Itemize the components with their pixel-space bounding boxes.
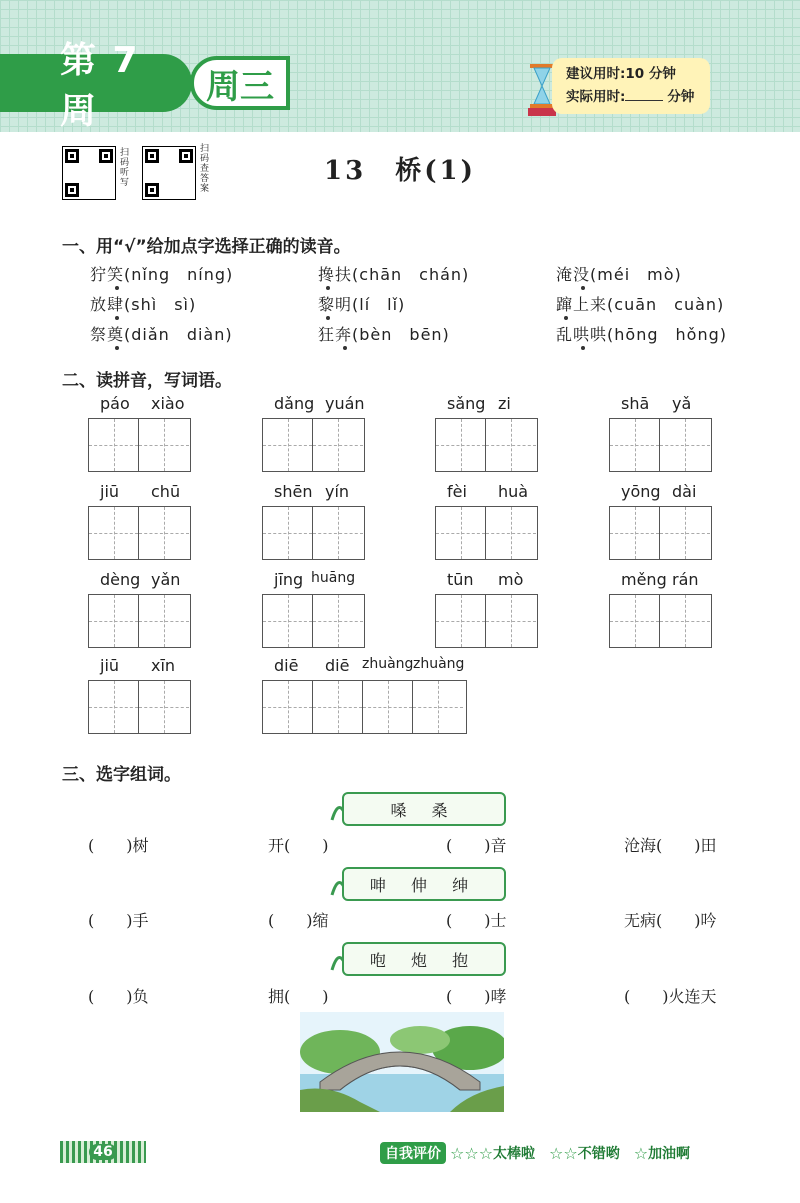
writing-grid[interactable] bbox=[262, 506, 365, 560]
week-label: 第 7 周 bbox=[0, 54, 192, 112]
fill-blank[interactable]: 无病( )吟 bbox=[624, 911, 717, 930]
star-icon[interactable]: ☆ bbox=[633, 1143, 649, 1163]
writing-grid[interactable] bbox=[88, 594, 191, 648]
dotted-char: 哄 bbox=[573, 325, 591, 344]
char-box[interactable] bbox=[313, 681, 363, 733]
pinyin-syllable: tūn bbox=[447, 570, 474, 589]
reading-item[interactable]: 狂奔(bèn bēn) bbox=[318, 325, 450, 344]
char-banner bbox=[330, 792, 506, 826]
writing-grid[interactable] bbox=[262, 418, 365, 472]
char-box[interactable] bbox=[436, 595, 486, 647]
char-box[interactable] bbox=[436, 419, 486, 471]
char-box[interactable] bbox=[139, 681, 189, 733]
pinyin-options: (méi mò) bbox=[590, 265, 682, 284]
dotted-char: 笑 bbox=[107, 265, 125, 284]
char-box[interactable] bbox=[486, 507, 536, 559]
char-options: 咆 炮 抱 bbox=[342, 942, 506, 976]
char-options: 嗓 桑 bbox=[342, 792, 506, 826]
dotted-char: 奔 bbox=[335, 325, 353, 344]
writing-grid[interactable] bbox=[262, 680, 467, 734]
section3-heading: 三、选字组词。 bbox=[62, 765, 181, 785]
char-box[interactable] bbox=[313, 507, 363, 559]
self-evaluation bbox=[380, 1141, 704, 1165]
reading-item[interactable]: 乱哄哄(hōng hǒng) bbox=[556, 325, 727, 344]
qr-label-answers: 扫码查答案 bbox=[200, 144, 210, 194]
pinyin-syllable: rán bbox=[672, 570, 699, 589]
writing-grid[interactable] bbox=[435, 418, 538, 472]
pinyin-options: (shì sì) bbox=[124, 295, 197, 314]
dotted-char: 肆 bbox=[107, 295, 125, 314]
pinyin-syllable: yuán bbox=[325, 394, 365, 413]
fill-blank[interactable]: ( )负 bbox=[88, 987, 149, 1006]
pinyin-syllable: chū bbox=[151, 482, 181, 501]
char-box[interactable] bbox=[660, 595, 710, 647]
char-box[interactable] bbox=[89, 507, 139, 559]
pinyin-options: (cuān cuàn) bbox=[607, 295, 725, 314]
writing-grid[interactable] bbox=[609, 418, 712, 472]
fill-blank[interactable]: ( )手 bbox=[88, 911, 149, 930]
page-title: 13 桥(1) bbox=[324, 156, 476, 186]
reading-item[interactable]: 祭奠(diǎn diàn) bbox=[90, 325, 233, 344]
section2-heading: 二、读拼音，写词语。 bbox=[62, 371, 232, 391]
reading-item[interactable]: 搀扶(chān chán) bbox=[318, 265, 470, 284]
char-box[interactable] bbox=[660, 419, 710, 471]
pinyin-syllable: shēn bbox=[274, 482, 313, 501]
time-box bbox=[552, 58, 710, 114]
pinyin-syllable: dǎng bbox=[274, 394, 315, 413]
char-box[interactable] bbox=[139, 419, 189, 471]
char-box[interactable] bbox=[139, 595, 189, 647]
day-label: 周三 bbox=[190, 56, 290, 110]
pinyin-syllable: diē bbox=[274, 656, 299, 675]
bridge-illustration bbox=[300, 1012, 504, 1112]
pinyin-syllable: mò bbox=[498, 570, 524, 589]
char-box[interactable] bbox=[139, 507, 189, 559]
actual-time: 实际用时: 分钟 bbox=[566, 89, 695, 105]
char-box[interactable] bbox=[610, 595, 660, 647]
pinyin-syllable: yín bbox=[325, 482, 350, 501]
fill-blank[interactable]: 拥( ) bbox=[268, 987, 329, 1006]
pinyin-syllable: diē bbox=[325, 656, 350, 675]
pinyin-syllable: fèi bbox=[447, 482, 467, 501]
char-box[interactable] bbox=[89, 595, 139, 647]
writing-grid[interactable] bbox=[609, 506, 712, 560]
fill-blank[interactable]: ( )音 bbox=[446, 836, 507, 855]
char-box[interactable] bbox=[89, 419, 139, 471]
star-icon[interactable]: ☆☆ bbox=[549, 1143, 578, 1163]
pinyin-syllable: huà bbox=[498, 482, 529, 501]
pinyin-syllable: měng bbox=[621, 570, 667, 589]
pinyin-syllable: sǎng bbox=[447, 394, 486, 413]
rating-excellent: 太棒啦 bbox=[493, 1146, 536, 1162]
fill-blank[interactable]: ( )哮 bbox=[446, 987, 507, 1006]
writing-grid[interactable] bbox=[88, 506, 191, 560]
page-number: 46 bbox=[60, 1141, 146, 1163]
char-box[interactable] bbox=[660, 507, 710, 559]
dotted-char: 奠 bbox=[107, 325, 125, 344]
pinyin-syllable: jiū bbox=[100, 656, 120, 675]
char-box[interactable] bbox=[313, 595, 363, 647]
char-box[interactable] bbox=[486, 419, 536, 471]
pinyin-syllable: zi bbox=[498, 394, 511, 413]
writing-grid[interactable] bbox=[88, 680, 191, 734]
pinyin-syllable: jīng bbox=[274, 570, 304, 589]
char-box[interactable] bbox=[313, 419, 363, 471]
section1-heading: 一、用“√”给加点字选择正确的读音。 bbox=[62, 237, 351, 257]
dotted-char: 搀 bbox=[318, 265, 336, 284]
pinyin-options: (bèn bēn) bbox=[352, 325, 450, 344]
writing-grid[interactable] bbox=[435, 594, 538, 648]
pinyin-options: (nǐng níng) bbox=[124, 265, 234, 284]
char-box[interactable] bbox=[610, 507, 660, 559]
pinyin-syllable: huāng bbox=[311, 570, 356, 586]
pinyin-syllable: zhuàng bbox=[362, 656, 414, 672]
pinyin-syllable: xīn bbox=[151, 656, 176, 675]
char-box[interactable] bbox=[610, 419, 660, 471]
pinyin-options: (hōng hǒng) bbox=[607, 325, 727, 344]
pinyin-syllable: dài bbox=[672, 482, 697, 501]
pinyin-options: (lí lǐ) bbox=[352, 295, 406, 314]
char-box[interactable] bbox=[89, 681, 139, 733]
rating-good: 不错哟 bbox=[577, 1146, 620, 1162]
char-options: 呻 伸 绅 bbox=[342, 867, 506, 901]
char-box[interactable] bbox=[263, 507, 313, 559]
fill-blank[interactable]: ( )士 bbox=[446, 911, 507, 930]
fill-blank[interactable]: 沧海( )田 bbox=[624, 836, 717, 855]
reading-item[interactable]: 放肆(shì sì) bbox=[90, 295, 197, 314]
star-icon[interactable]: ☆☆☆ bbox=[450, 1143, 494, 1163]
suggested-time: 建议用时:10 分钟 bbox=[566, 66, 676, 82]
rating-keep-going: 加油啊 bbox=[648, 1146, 691, 1162]
pinyin-syllable: shā bbox=[621, 394, 650, 413]
reading-item[interactable]: 淹没(méi mò) bbox=[556, 265, 682, 284]
char-box[interactable] bbox=[263, 681, 313, 733]
pinyin-options: (chān chán) bbox=[352, 265, 470, 284]
writing-grid[interactable] bbox=[262, 594, 365, 648]
char-banner bbox=[330, 942, 506, 976]
pinyin-options: (diǎn diàn) bbox=[124, 325, 233, 344]
reading-item[interactable]: 蹿上来(cuān cuàn) bbox=[556, 295, 725, 314]
writing-grid[interactable] bbox=[435, 506, 538, 560]
char-box[interactable] bbox=[263, 595, 313, 647]
char-box[interactable] bbox=[486, 595, 536, 647]
self-eval-tag: 自我评价 bbox=[380, 1142, 446, 1164]
pinyin-syllable: yǎ bbox=[672, 394, 692, 413]
pinyin-syllable: xiào bbox=[151, 394, 185, 413]
dotted-char: 没 bbox=[573, 265, 591, 284]
pinyin-syllable: dèng bbox=[100, 570, 141, 589]
qr-label-dictation: 扫码听写 bbox=[120, 148, 130, 188]
pinyin-syllable: jiū bbox=[100, 482, 120, 501]
pinyin-syllable: yǎn bbox=[151, 570, 181, 589]
pinyin-syllable: páo bbox=[100, 394, 130, 413]
writing-grid[interactable] bbox=[88, 418, 191, 472]
fill-blank[interactable]: 开( ) bbox=[268, 836, 329, 855]
dotted-char: 蹿 bbox=[556, 295, 574, 314]
dotted-char: 黎 bbox=[318, 295, 336, 314]
pinyin-syllable: zhuàng bbox=[413, 656, 465, 672]
writing-grid[interactable] bbox=[609, 594, 712, 648]
fill-blank[interactable]: ( )缩 bbox=[268, 911, 329, 930]
char-box[interactable] bbox=[413, 681, 463, 733]
reading-item[interactable]: 狞笑(nǐng níng) bbox=[90, 265, 234, 284]
pinyin-syllable: yōng bbox=[621, 482, 661, 501]
char-banner bbox=[330, 867, 506, 901]
fill-blank[interactable]: ( )火连天 bbox=[624, 987, 717, 1006]
fill-blank[interactable]: ( )树 bbox=[88, 836, 149, 855]
char-box[interactable] bbox=[263, 419, 313, 471]
char-box[interactable] bbox=[363, 681, 413, 733]
char-box[interactable] bbox=[436, 507, 486, 559]
reading-item[interactable]: 黎明(lí lǐ) bbox=[318, 295, 406, 314]
